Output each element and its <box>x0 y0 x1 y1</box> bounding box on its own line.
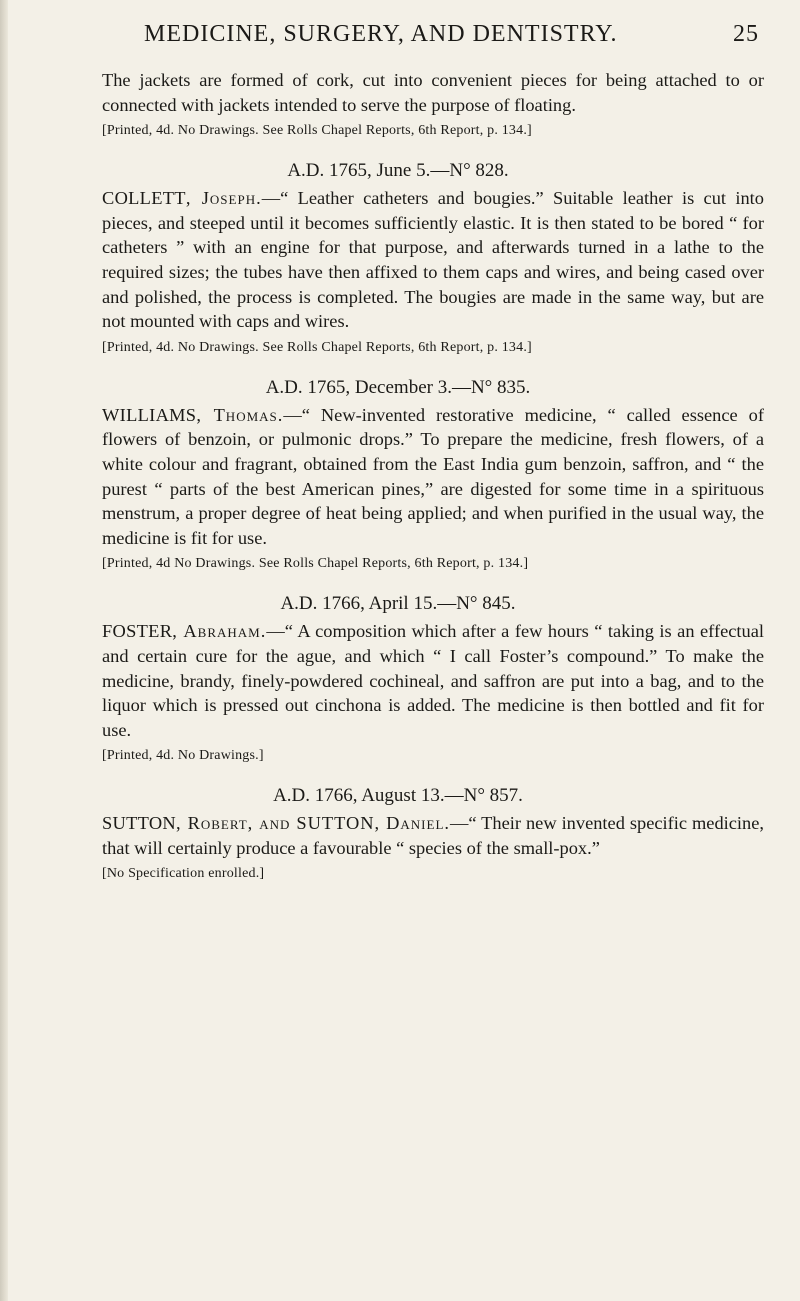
patent-entry <box>102 158 764 357</box>
entry-body <box>102 811 764 860</box>
entry-body <box>102 186 764 334</box>
printing-note: [Printed, 4d. No Drawings. See Rolls Chapel Reports, 6th Report, p. 134.] <box>102 339 532 355</box>
page-edge-shadow <box>0 0 8 1301</box>
patentee-surname: WILLIAMS <box>102 404 197 425</box>
patentee-given-name: , Thomas. <box>196 404 284 425</box>
entry-text: —“ Leather catheters and bougies.” Suitable leather is cut into pieces, and steeped until it becomes sufficiently elastic. It is then stated to be bored “ for catheters ” with an engine for that purpose, and afterwards turned in a lathe to the required sizes; the tubes have then affixed to them caps and wires, and being cased over and polished, the process is completed. The bougies are made in the same way, but are not mounted with caps and wires. <box>102 188 764 332</box>
book-page <box>40 14 775 901</box>
running-head-title: MEDICINE, SURGERY, AND DENTISTRY. <box>144 21 618 47</box>
patent-entry <box>102 375 764 574</box>
patent-entry <box>102 783 764 883</box>
printing-note: [Printed, 4d. No Drawings.] <box>102 748 264 764</box>
patent-entry <box>102 591 764 765</box>
printing-note: [Printed, 4d No Drawings. See Rolls Chapel Reports, 6th Report, p. 134.] <box>102 556 529 572</box>
patentee-surname: SUTTON <box>102 813 177 834</box>
entry-body <box>102 403 764 551</box>
page-body <box>40 54 764 883</box>
patentee-surname: FOSTER <box>102 621 173 642</box>
entry-heading: A.D. 1765, June 5.—N° 828. <box>287 160 509 182</box>
patentee-given-name: , Robert, and SUTTON, Daniel. <box>176 813 450 834</box>
printing-note: [No Specification enrolled.] <box>102 866 265 882</box>
entry-body <box>102 619 764 742</box>
entry-heading: A.D. 1765, December 3.—N° 835. <box>265 376 531 398</box>
continued-paragraph: The jackets are formed of cork, cut into convenient pieces for being attached to or connected with jackets intended to serve the purpose of floating. <box>102 70 764 115</box>
running-head <box>40 14 775 54</box>
printing-note: [Printed, 4d. No Drawings. See Rolls Chapel Reports, 6th Report, p. 134.] <box>102 123 532 139</box>
entry-text: —“ A composition which after a few hours “ taking is an effectual and certain cure for the ague, and which “ I call Foster’s compound.” To make the medicine, brandy, finely-powdered cochineal, and saffron are put into a bag, and to the liquor which is pressed out cinchona is added. The medicine is then bottled and fit for use. <box>102 621 764 740</box>
entry-text: —“ Their new invented specific medicine, that will certainly produce a favourable “ species of the small-pox.” <box>102 813 764 858</box>
entry-text: —“ New-invented restorative medicine, “ called essence of flowers of benzoin, or pulmonic drops.” To prepare the medicine, fresh flowers, of a white colour and fragrant, obtained from the East India gum benzoin, saffron, and “ the purest “ parts of the best American pines,” are digested for some time in a spirituous menstrum, a proper degree of heat being applied; and when purified in the usual way, the medicine is fit for use. <box>102 404 764 548</box>
patentee-given-name: , Joseph. <box>185 188 262 209</box>
page-number: 25 <box>733 21 759 47</box>
entry-heading: A.D. 1766, April 15.—N° 845. <box>280 593 516 615</box>
patentee-given-name: , Abraham. <box>172 621 267 642</box>
entry-heading: A.D. 1766, August 13.—N° 857. <box>273 785 523 807</box>
patentee-surname: COLLETT <box>102 188 186 209</box>
